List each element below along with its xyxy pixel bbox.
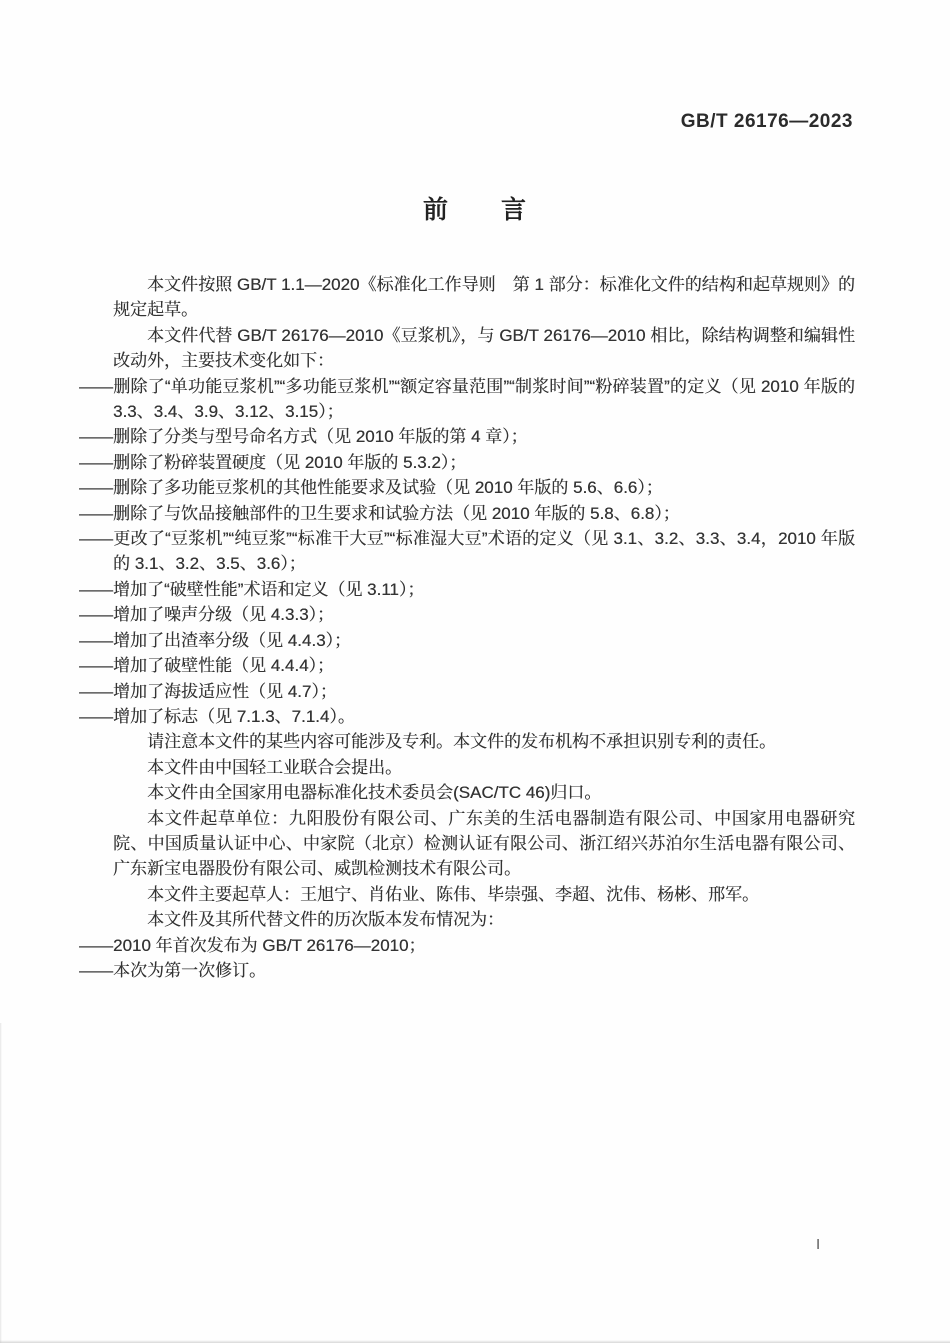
change-item-hardness: ——删除了粉碎装置硬度（见 2010 年版的 5.3.2）； <box>79 452 467 472</box>
standard-number: GB/T 26176—2023 <box>680 111 853 132</box>
paragraph-proposed-by: 本文件由中国轻工业联合会提出。 <box>147 757 402 777</box>
change-item-hygiene: ——删除了与饮品接触部件的卫生要求和试验方法（见 2010 年版的 5.8、6.8）； <box>79 503 680 523</box>
history-item-first-issue: ——2010 年首次发布为 GB/T 26176—2010； <box>79 935 426 955</box>
paragraph-history-intro: 本文件及其所代替文件的历次版本发布情况为： <box>147 910 504 930</box>
paragraph-basis: 本文件按照 GB/T 1.1—2020《标准化工作导则 第 1 部分：标准化文件的结构和起草规则》的规定起草。 <box>113 275 855 320</box>
paragraph-committee: 本文件由全国家用电器标准化技术委员会(SAC/TC 46)归口。 <box>147 783 602 803</box>
change-item-altitude: ——增加了海拔适应性（见 4.7）； <box>79 681 337 701</box>
change-item-noise: ——增加了噪声分级（见 4.3.3）； <box>79 605 335 625</box>
change-item-definitions: ——删除了“单功能豆浆机”“多功能豆浆机”“额定容量范围”“制浆时间”“粉碎装置”的定义（见 2010 年版的 3.3、3.4、3.9、3.12、3.15）； <box>79 376 855 422</box>
page-title: 前 言 <box>422 196 527 224</box>
change-item-terms: ——更改了“豆浆机”“纯豆浆”“标准干大豆”“标准湿大豆”术语的定义（见 3.1、3.2、3.3、3.4，2010 年版的 3.1、3.2、3.5、3.6）； <box>79 529 855 574</box>
paragraph-patent-notice: 请注意本文件的某些内容可能涉及专利。本文件的发布机构不承担识别专利的责任。 <box>147 732 776 752</box>
change-item-marking: ——增加了标志（见 7.1.3、7.1.4）。 <box>79 706 355 726</box>
paragraph-drafting-orgs: 本文件起草单位：九阳股份有限公司、广东美的生活电器制造有限公司、中国家用电器研究院、中国质量认证中心、中家院（北京）检测认证有限公司、浙江绍兴苏泊尔生活电器有限公司、广东新宝电器股份有限公司、威凯检测技术有限公司。 <box>113 808 855 879</box>
change-item-performance: ——删除了多功能豆浆机的其他性能要求及试验（见 2010 年版的 5.6、6.6）； <box>79 478 663 498</box>
change-item-powei-perf: ——增加了破壁性能（见 4.4.4）； <box>79 656 335 676</box>
history-item-revision: ——本次为第一次修订。 <box>79 960 266 980</box>
change-item-powei-term: ——增加了“破壁性能”术语和定义（见 3.11）； <box>79 579 425 599</box>
page-number: I <box>816 1236 821 1253</box>
paragraph-drafters: 本文件主要起草人：王旭宁、肖佑业、陈伟、毕崇强、李超、沈伟、杨彬、邢军。 <box>147 884 759 904</box>
foreword-body <box>79 272 855 983</box>
change-item-residue: ——增加了出渣率分级（见 4.4.3）； <box>79 630 352 650</box>
change-item-classification: ——删除了分类与型号命名方式（见 2010 年版的第 4 章）； <box>79 427 528 447</box>
paragraph-replaces: 本文件代替 GB/T 26176—2010《豆浆机》，与 GB/T 26176—2010 相比，除结构调整和编辑性改动外，主要技术变化如下： <box>113 325 855 371</box>
scan-edge-left <box>0 1023 2 1343</box>
